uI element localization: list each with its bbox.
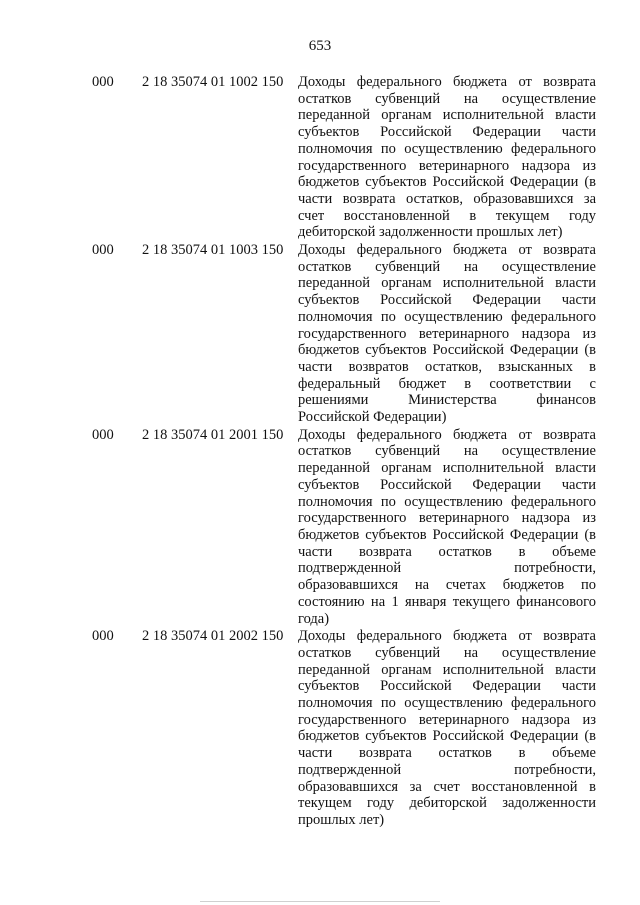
revenue-description bbox=[298, 628, 596, 828]
description-line: прошлых лет) bbox=[298, 811, 385, 828]
description-line: полномочия по осуществлению федерального bbox=[298, 493, 596, 510]
description-line: счет восстановленной в текущем году bbox=[298, 207, 596, 224]
description-line: бюджетов субъектов Российской Федерации (в bbox=[298, 342, 596, 359]
description-line: образовавшихся на счетах бюджетов по bbox=[298, 577, 596, 594]
description-line: государственного ветеринарного надзора из bbox=[298, 325, 596, 342]
description-line: субъектов Российской Федерации части bbox=[298, 292, 596, 309]
description-line: субъектов Российской Федерации части bbox=[298, 476, 596, 493]
description-line: подтвержденной потребности, bbox=[298, 560, 596, 577]
description-line: полномочия по осуществлению федерального bbox=[298, 308, 596, 325]
description-line: остатков субвенций на осуществление bbox=[298, 90, 596, 107]
description-line: бюджетов субъектов Российской Федерации (в bbox=[298, 174, 596, 191]
admin-code: 000 bbox=[92, 628, 114, 645]
description-line: субъектов Российской Федерации части bbox=[298, 124, 596, 141]
revenue-description bbox=[298, 242, 596, 426]
description-line: переданной органам исполнительной власти bbox=[298, 661, 596, 678]
description-line: полномочия по осуществлению федерального bbox=[298, 140, 596, 157]
description-line: Российской Федерации) bbox=[298, 409, 447, 426]
description-line: решениями Министерства финансов bbox=[298, 392, 596, 409]
description-line: бюджетов субъектов Российской Федерации (в bbox=[298, 728, 596, 745]
description-line: остатков субвенций на осуществление bbox=[298, 258, 596, 275]
description-line: государственного ветеринарного надзора из bbox=[298, 157, 596, 174]
description-line: Доходы федерального бюджета от возврата bbox=[298, 628, 596, 645]
description-line: переданной органам исполнительной власти bbox=[298, 107, 596, 124]
description-line: государственного ветеринарного надзора из bbox=[298, 711, 596, 728]
revenue-description bbox=[298, 427, 596, 627]
admin-code: 000 bbox=[92, 426, 114, 443]
bottom-divider bbox=[200, 901, 440, 902]
description-line: состоянию на 1 января текущего финансового bbox=[298, 593, 596, 610]
description-line: Доходы федерального бюджета от возврата bbox=[298, 74, 596, 90]
description-line: субъектов Российской Федерации части bbox=[298, 678, 596, 695]
budget-classification-code: 2 18 35074 01 1002 150 bbox=[142, 74, 284, 90]
budget-code-table bbox=[0, 74, 640, 829]
description-line: текущем году дебиторской задолженности bbox=[298, 795, 596, 812]
table-row bbox=[0, 74, 640, 241]
description-line: переданной органам исполнительной власти bbox=[298, 460, 596, 477]
table-row bbox=[0, 242, 640, 426]
revenue-description bbox=[298, 74, 596, 241]
page-number: 653 bbox=[308, 38, 332, 54]
description-line: части возвратов остатков, взысканных в bbox=[298, 358, 596, 375]
description-line: части возврата остатков в объеме bbox=[298, 745, 596, 762]
description-line: полномочия по осуществлению федерального bbox=[298, 695, 596, 712]
budget-classification-code: 2 18 35074 01 1003 150 bbox=[142, 242, 284, 259]
description-line: образовавшихся за счет восстановленной в bbox=[298, 778, 596, 795]
description-line: дебиторской задолженности прошлых лет) bbox=[298, 224, 563, 241]
description-line: переданной органам исполнительной власти bbox=[298, 275, 596, 292]
description-line: бюджетов субъектов Российской Федерации (в bbox=[298, 526, 596, 543]
description-line: Доходы федерального бюджета от возврата bbox=[298, 426, 596, 443]
description-line: части возврата остатков в объеме bbox=[298, 543, 596, 560]
description-line: Доходы федерального бюджета от возврата bbox=[298, 242, 596, 259]
description-line: подтвержденной потребности, bbox=[298, 761, 596, 778]
description-line: части возврата остатков, образовавшихся за bbox=[298, 190, 596, 207]
admin-code: 000 bbox=[92, 242, 114, 259]
admin-code: 000 bbox=[92, 74, 114, 90]
budget-classification-code: 2 18 35074 01 2001 150 bbox=[142, 426, 284, 443]
description-line: государственного ветеринарного надзора из bbox=[298, 510, 596, 527]
description-line: остатков субвенций на осуществление bbox=[298, 443, 596, 460]
budget-classification-code: 2 18 35074 01 2002 150 bbox=[142, 628, 284, 645]
description-line: остатков субвенций на осуществление bbox=[298, 644, 596, 661]
description-line: федеральный бюджет в соответствии с bbox=[298, 375, 596, 392]
table-row bbox=[0, 427, 640, 627]
description-line: года) bbox=[298, 610, 330, 627]
table-row bbox=[0, 628, 640, 828]
